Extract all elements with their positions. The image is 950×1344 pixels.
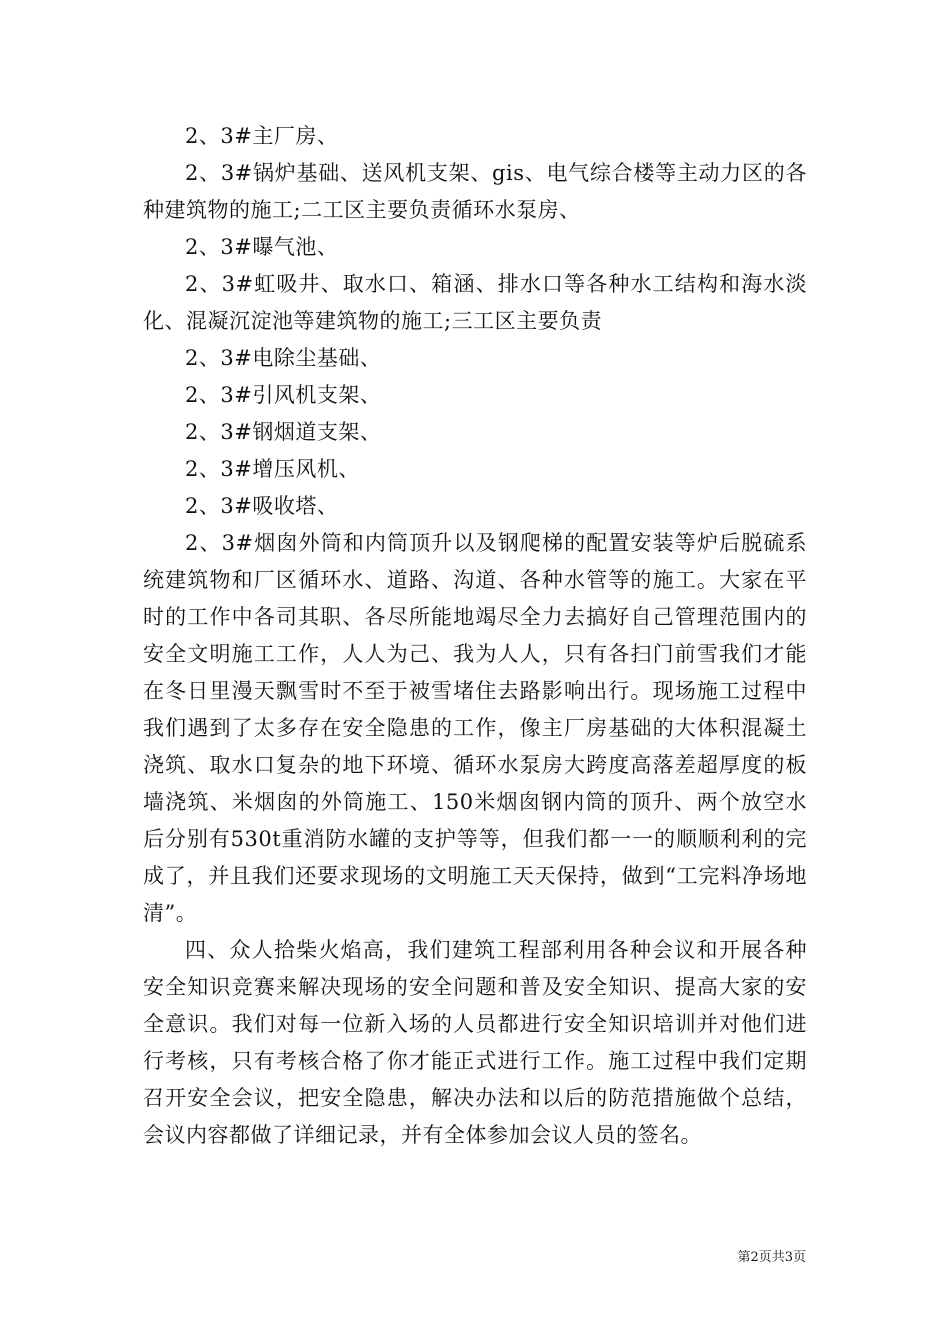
paragraph-11: 四、众人拾柴火焰高，我们建筑工程部利用各种会议和开展各种安全知识竞赛来解决现场的安全问题和普及安全知识、提高大家的安全意识。我们对每一位新入场的人员都进行安全知识培训并对他们进行考核，只有考核合格了你才能正式进行工作。施工过程中我们定期召开安全会议，把安全隐患，解决办法和以后的防范措施做个总结，会议内容都做了详细记录，并有全体参加会议人员的签名。: [143, 938, 807, 1147]
document-body: [143, 118, 807, 1154]
paragraph-6: 2、3#引风机支架、: [185, 383, 382, 407]
paragraph-9: 2、3#吸收塔、: [185, 494, 339, 518]
paragraph-10: 2、3#烟囱外筒和内筒顶升以及钢爬梯的配置安装等炉后脱硫系统建筑物和厂区循环水、道路、沟道、各种水管等的施工。大家在平时的工作中各司其职、各尽所能地竭尽全力去搞好自己管理范围内的安全文明施工工作，人人为己、我为人人，只有各扫门前雪我们才能在冬日里漫天飘雪时不至于被雪堵住去路影响出行。现场施工过程中我们遇到了太多存在安全隐患的工作，像主厂房基础的大体积混凝土浇筑、取水口复杂的地下环境、循环水泵房大跨度高落差超厚度的板墙浇筑、米烟囱的外筒施工、150米烟囱钢内筒的顶升、两个放空水后分别有530t重消防水罐的支护等等，但我们都一一的顺顺利利的完成了，并且我们还要求现场的文明施工天天保持，做到“工完料净场地清”。: [143, 531, 807, 925]
paragraph-5: 2、3#电除尘基础、: [185, 346, 382, 370]
paragraph-8: 2、3#增压风机、: [185, 457, 360, 481]
page-number: 第2页共3页: [737, 1250, 806, 1265]
paragraph-4: 2、3#虹吸井、取水口、箱涵、排水口等各种水工结构和海水淡化、混凝沉淀池等建筑物的施工;三工区主要负责: [143, 272, 807, 333]
paragraph-1: 2、3#主厂房、: [185, 124, 339, 148]
paragraph-2: 2、3#锅炉基础、送风机支架、gis、电气综合楼等主动力区的各种建筑物的施工;二工区主要负责循环水泵房、: [143, 161, 807, 222]
paragraph-3: 2、3#曝气池、: [185, 235, 339, 259]
paragraph-7: 2、3#钢烟道支架、: [185, 420, 382, 444]
